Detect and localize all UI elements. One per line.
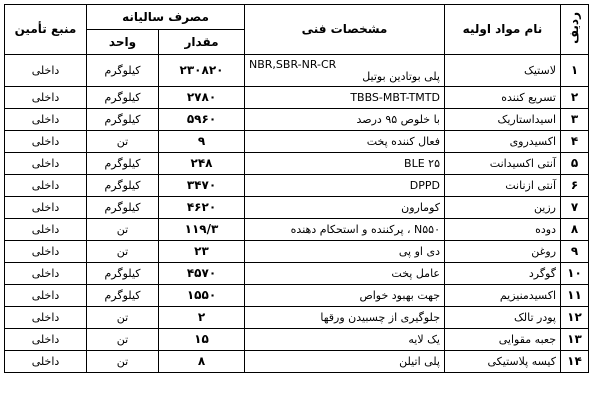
amount-unit: تن — [87, 351, 159, 373]
supply-source: داخلی — [5, 197, 87, 219]
amount-unit: کیلوگرم — [87, 197, 159, 219]
row-number: ۹ — [561, 241, 589, 263]
header-source: منبع تأمین — [5, 5, 87, 55]
row-number: ۱۴ — [561, 351, 589, 373]
material-name: اسیداستاریک — [445, 109, 561, 131]
table-row — [5, 153, 589, 175]
table-row — [5, 109, 589, 131]
row-number: ۱ — [561, 55, 589, 87]
supply-source: داخلی — [5, 307, 87, 329]
technical-spec: کومارون — [245, 197, 445, 219]
technical-spec: BLE ۲۵ — [245, 153, 445, 175]
row-number: ۷ — [561, 197, 589, 219]
table-row — [5, 285, 589, 307]
table-row — [5, 307, 589, 329]
technical-spec — [245, 55, 445, 87]
material-name: کیسه پلاستیکی — [445, 351, 561, 373]
technical-spec: دی او پی — [245, 241, 445, 263]
amount-unit: کیلوگرم — [87, 109, 159, 131]
technical-spec: DPPD — [245, 175, 445, 197]
technical-spec: با خلوص ۹۵ درصد — [245, 109, 445, 131]
material-name: جعبه مقوایی — [445, 329, 561, 351]
row-number: ۱۰ — [561, 263, 589, 285]
annual-amount: ۵۹۶۰ — [159, 109, 245, 131]
table-row — [5, 175, 589, 197]
table-row — [5, 329, 589, 351]
technical-spec: فعال کننده پخت — [245, 131, 445, 153]
amount-unit: کیلوگرم — [87, 87, 159, 109]
table-row — [5, 87, 589, 109]
material-name: رزین — [445, 197, 561, 219]
annual-amount: ۲۴۸ — [159, 153, 245, 175]
supply-source: داخلی — [5, 285, 87, 307]
annual-amount: ۳۴۷۰ — [159, 175, 245, 197]
technical-spec: TBBS-MBT-TMTD — [245, 87, 445, 109]
supply-source: داخلی — [5, 241, 87, 263]
technical-spec-line2: پلی بوتادین بوتیل — [362, 69, 440, 83]
header-unit: واحد — [87, 30, 159, 55]
header-row-no: ردیف — [561, 5, 589, 55]
technical-spec: یک لایه — [245, 329, 445, 351]
supply-source: داخلی — [5, 109, 87, 131]
row-number: ۶ — [561, 175, 589, 197]
technical-spec: پلی اتیلن — [245, 351, 445, 373]
raw-materials-table — [4, 4, 589, 373]
row-number: ۵ — [561, 153, 589, 175]
amount-unit: کیلوگرم — [87, 285, 159, 307]
row-number: ۲ — [561, 87, 589, 109]
material-name: آنتی اکسیدانت — [445, 153, 561, 175]
supply-source: داخلی — [5, 55, 87, 87]
row-number: ۱۲ — [561, 307, 589, 329]
table-row — [5, 197, 589, 219]
supply-source: داخلی — [5, 351, 87, 373]
supply-source: داخلی — [5, 131, 87, 153]
supply-source: داخلی — [5, 87, 87, 109]
annual-amount: ۲۳۰۸۲۰ — [159, 55, 245, 87]
material-name: پودر تالک — [445, 307, 561, 329]
row-number: ۱۳ — [561, 329, 589, 351]
table-row — [5, 55, 589, 87]
table-row — [5, 219, 589, 241]
header-material: نام مواد اولیه — [445, 5, 561, 55]
row-number: ۸ — [561, 219, 589, 241]
amount-unit: کیلوگرم — [87, 263, 159, 285]
amount-unit: کیلوگرم — [87, 55, 159, 87]
table-header — [5, 5, 589, 55]
table-row — [5, 241, 589, 263]
header-amount: مقدار — [159, 30, 245, 55]
supply-source: داخلی — [5, 153, 87, 175]
technical-spec: جهت بهبود خواص — [245, 285, 445, 307]
annual-amount: ۲۷۸۰ — [159, 87, 245, 109]
annual-amount: ۴۶۲۰ — [159, 197, 245, 219]
supply-source: داخلی — [5, 329, 87, 351]
annual-amount: ۹ — [159, 131, 245, 153]
materials-table-wrapper — [4, 4, 588, 373]
technical-spec: N۵۵۰ ، پرکننده و استحکام دهنده — [245, 219, 445, 241]
table-body — [5, 55, 589, 373]
material-name: تسریع کننده — [445, 87, 561, 109]
amount-unit: کیلوگرم — [87, 153, 159, 175]
annual-amount: ۲۳ — [159, 241, 245, 263]
material-name: گوگرد — [445, 263, 561, 285]
table-row — [5, 351, 589, 373]
row-number: ۴ — [561, 131, 589, 153]
table-row — [5, 131, 589, 153]
amount-unit: کیلوگرم — [87, 175, 159, 197]
material-name: اکسیدمنیزیم — [445, 285, 561, 307]
annual-amount: ۱۱۹/۳ — [159, 219, 245, 241]
amount-unit: تن — [87, 219, 159, 241]
annual-amount: ۴۵۷۰ — [159, 263, 245, 285]
supply-source: داخلی — [5, 219, 87, 241]
header-consumption: مصرف سالیانه — [87, 5, 245, 30]
amount-unit: تن — [87, 307, 159, 329]
annual-amount: ۱۵۵۰ — [159, 285, 245, 307]
material-name: لاستیک — [445, 55, 561, 87]
annual-amount: ۲ — [159, 307, 245, 329]
annual-amount: ۱۵ — [159, 329, 245, 351]
technical-spec-line1: NBR,SBR-NR-CR — [249, 57, 337, 71]
material-name: دوده — [445, 219, 561, 241]
table-row — [5, 263, 589, 285]
amount-unit: تن — [87, 329, 159, 351]
annual-amount: ۸ — [159, 351, 245, 373]
amount-unit: تن — [87, 241, 159, 263]
technical-spec: جلوگیری از چسبیدن ورقها — [245, 307, 445, 329]
row-number: ۳ — [561, 109, 589, 131]
row-number: ۱۱ — [561, 285, 589, 307]
amount-unit: تن — [87, 131, 159, 153]
header-spec: مشخصات فنی — [245, 5, 445, 55]
supply-source: داخلی — [5, 175, 87, 197]
technical-spec: عامل پخت — [245, 263, 445, 285]
material-name: اکسیدروی — [445, 131, 561, 153]
material-name: آنتی ازنانت — [445, 175, 561, 197]
material-name: روغن — [445, 241, 561, 263]
supply-source: داخلی — [5, 263, 87, 285]
